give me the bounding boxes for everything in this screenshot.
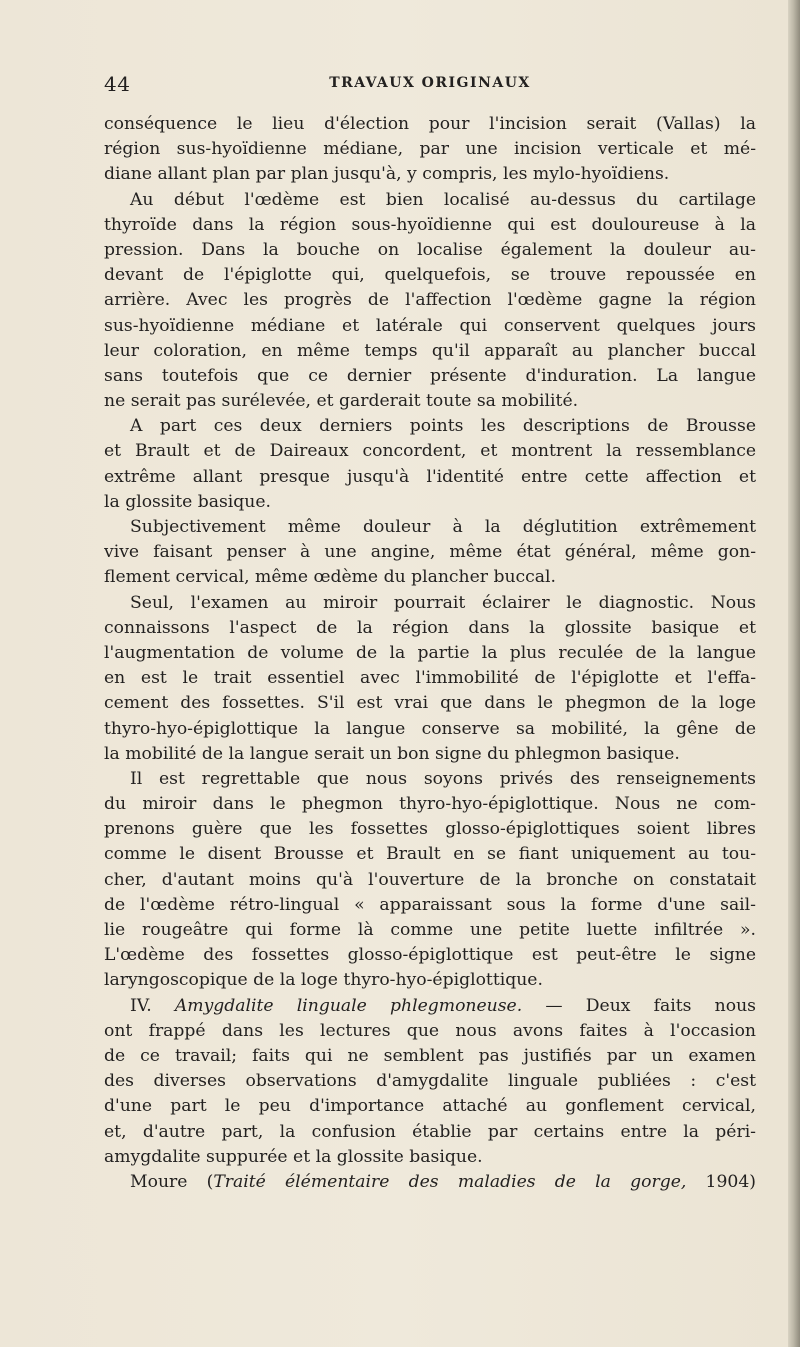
text-line: thyro-hyo-épiglottique la langue conserve sa mobilité, la gêne de — [104, 718, 756, 739]
text-line: ont frappé dans les lectures que nous avons faites à l'occasion — [104, 1020, 756, 1041]
text-line: sus-hyoïdienne médiane et latérale qui conservent quelques jours — [104, 315, 756, 336]
page-binding-edge — [788, 0, 800, 1347]
text-line: de ce travail; faits qui ne semblent pas justifiés par un examen — [104, 1045, 756, 1066]
running-title: TRAVAUX ORIGINAUX — [329, 75, 531, 91]
text-line: Moure (Traité élémentaire des maladies de la gorge, 1904) — [130, 1171, 756, 1192]
text-line: d'une part le peu d'importance attaché au gonflement cervical, — [104, 1096, 756, 1117]
text-line: sans toutefois que ce dernier présente d'induration. La langue — [104, 365, 756, 386]
text-line: cement des fossettes. S'il est vrai que dans le phegmon de la loge — [104, 693, 756, 714]
text-line: comme le disent Brousse et Brault en se fiant uniquement au tou- — [104, 844, 756, 865]
text-line: L'œdème des fossettes glosso-épiglottique est peut-être le signe — [104, 945, 756, 966]
text-line: Au début l'œdème est bien localisé au-dessus du cartilage — [130, 189, 756, 210]
text-line: l'augmentation de volume de la partie la plus reculée de la langue — [104, 642, 756, 663]
text-line: conséquence le lieu d'élection pour l'incision serait (Vallas) la — [104, 114, 756, 134]
text-line: devant de l'épiglotte qui, quelquefois, se trouve repoussée en — [104, 265, 756, 286]
text-line: la glossite basique. — [104, 491, 272, 512]
text-line: prenons guère que les fossettes glosso-épiglottiques soient libres — [104, 819, 756, 840]
text-line: des diverses observations d'amygdalite linguale publiées : c'est — [104, 1071, 756, 1092]
text-line: en est le trait essentiel avec l'immobilité de l'épiglotte et l'effa- — [104, 668, 756, 689]
text-line: extrême allant presque jusqu'à l'identité entre cette affection et — [104, 466, 756, 487]
text-line: A part ces deux derniers points les descriptions de Brousse — [130, 416, 756, 437]
text-line: la mobilité de la langue serait un bon signe du phlegmon basique. — [104, 743, 680, 764]
text-line: pression. Dans la bouche on localise également la douleur au- — [104, 239, 756, 260]
text-line: de l'œdème rétro-lingual « apparaissant sous la forme d'une sail- — [104, 894, 756, 915]
text-line: cher, d'autant moins qu'à l'ouverture de la bronche on constatait — [104, 869, 756, 890]
text-line: laryngoscopique de la loge thyro-hyo-épiglottique. — [104, 970, 543, 991]
italic-title: Traité élémentaire des maladies de la gorge, — [213, 1171, 687, 1192]
text-line: ne serait pas surélevée, et garderait toute sa mobilité. — [104, 391, 579, 412]
page-number: 44 — [104, 72, 131, 96]
text-line: leur coloration, en même temps qu'il apparaît au plancher buccal — [104, 340, 756, 361]
text-line: et Brault et de Daireaux concordent, et montrent la ressemblance — [104, 441, 756, 462]
text-line: du miroir dans le phegmon thyro-hyo-épiglottique. Nous ne com- — [104, 794, 756, 815]
text-line: Seul, l'examen au miroir pourrait éclairer le diagnostic. Nous — [130, 592, 756, 613]
body-text — [104, 112, 756, 1195]
italic-title: Amygdalite linguale phlegmoneuse. — [174, 995, 523, 1016]
text-line: Il est regrettable que nous soyons privés des renseignements — [130, 768, 756, 789]
text-line: Subjectivement même douleur à la déglutition extrêmement — [130, 517, 756, 537]
text-line: lie rougeâtre qui forme là comme une petite luette infiltrée ». — [104, 920, 756, 940]
text-line: région sus-hyoïdienne médiane, par une incision verticale et mé- — [104, 139, 756, 160]
text-line: connaissons l'aspect de la région dans la glossite basique et — [104, 617, 756, 638]
text-line: arrière. Avec les progrès de l'affection l'œdème gagne la région — [104, 290, 756, 311]
page-header — [104, 72, 756, 96]
text-line: IV. Amygdalite linguale phlegmoneuse. — Deux faits nous — [130, 995, 756, 1016]
text-line: diane allant plan par plan jusqu'à, y compris, les mylo-hyoïdiens. — [104, 164, 670, 185]
text-line: vive faisant penser à une angine, même état général, même gon- — [104, 542, 756, 563]
text-line: amygdalite suppurée et la glossite basique. — [104, 1146, 483, 1167]
text-line: flement cervical, même œdème du plancher buccal. — [104, 567, 556, 588]
text-line: thyroïde dans la région sous-hyoïdienne qui est douloureuse à la — [104, 214, 756, 235]
text-line: et, d'autre part, la confusion établie par certains entre la péri- — [104, 1121, 756, 1142]
